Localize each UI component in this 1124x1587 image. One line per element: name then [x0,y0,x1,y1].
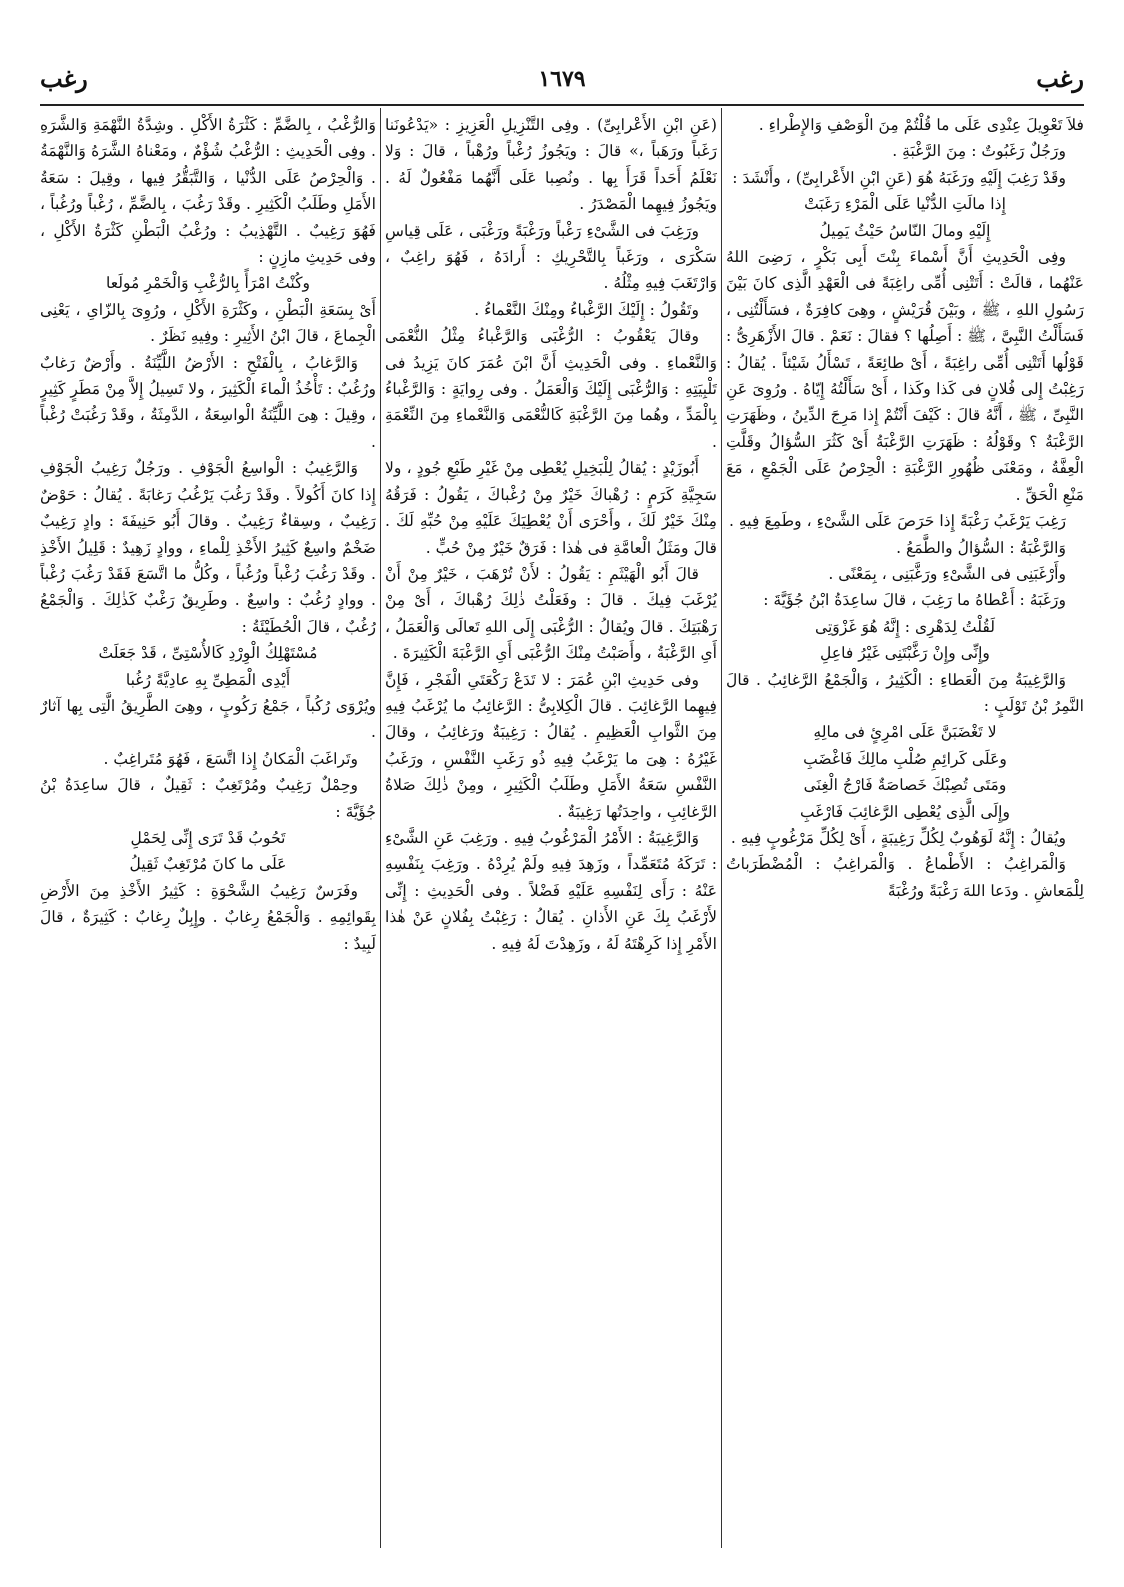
entry-paragraph: (عَنِ ابْنِ الأَعْرابِىِّ) . وفِى التَّنْزِيلِ الْعَزِيزِ : «يَدْعُونَنا رَغَباً ورَهَباً ،» قالَ : ويَجُوزُ رُغْباً ورُهْباً ، قالَ : وَلا نَعْلَمُ أَحَداً قَرَأَ بِها . ونُصِبا عَلَى أَنَّهُما مَفْعُولٌ لَهُ . ويَجُوزُ فِيهِما الْمَصْدَرُ . [385,116,717,214]
verse-line: وإِلَى الَّذِى يُعْطِى الرَّغائِبَ فَارْغَبِ [799,802,1010,821]
headword-left: رغب [40,64,88,93]
entry-paragraph: رَغِبَ يَرْغَبُ رَغْبَةً إِذا حَرَصَ عَلَى الشَّىْءِ ، وطَمِعَ فِيهِ . [729,512,1066,531]
entry-paragraph: وَالرَّغِيبَةُ مِنَ الْعَطاءِ : الْكَثِيرُ ، وَالْجَمْعُ الرَّغائِبُ . قالَ النَّمِرُ بْنُ تَوْلَبٍ : [726,670,1084,715]
verse-line: مُسْتَهْلِكُ الْوِرْدِ كَالأُسْتِىِّ ، قَدْ جَعَلَتْ [98,644,318,663]
entry-paragraph: وَالرَّغْبَةُ : السُّؤالُ والطَّمَعُ . [896,538,1066,557]
entry-paragraph: وقالَ يَعْقُوبُ : الرُّغْبَى وَالرَّغْباءُ مِثْلُ النُّعْمَى وَالنَّعْماءِ . وفى الْحَدِيثِ أَنَّ ابْنَ عُمَرَ كانَ يَزِيدُ فى تَلْبِيَتِهِ : وَالرُّغْبَى إِلَيْكَ وَالْعَمَلُ . وفى رِوايَةٍ : وَالرَّغْباءُ بِالْمَدِّ ، وهُما مِنَ الرَّغْبَةِ كَالنُّعْمَى وَالنَّعْماءِ مِنَ النِّعْمَةِ . [385,327,717,451]
entry-paragraph: وَالرَّغابُ ، بِالْفَتْحِ : الأَرْضُ اللَّيِّنَةُ . وأَرْضٌ رَغابٌ ورُغُبٌ : تَأْخُذُ الْماءَ الْكَثِيرَ ، ولا تَسِيلُ إِلاَّ مِنْ مَطَرٍ كَثِيرٍ ، وقِيلَ : هِىَ اللَّيِّنَةُ الْواسِعَةُ ، الدَّمِثَةُ ، وقَدْ رَغُبَتْ رُغْباً . [40,353,376,451]
entry-paragraph: وحِمْلٌ رَغِيبٌ ومُرْتَغِبٌ : ثَقِيلٌ ، قالَ ساعِدَةُ بْنُ جُؤَيَّةَ : [40,776,376,821]
entry-paragraph: ويُقالُ : إِنَّهُ لَوَهُوبٌ لِكُلِّ رَغِيبَةٍ ، أَىْ لِكُلِّ مَرْغُوبٍ فِيهِ . [730,828,1066,847]
entry-paragraph: وَالرُّغْبُ ، بِالضَّمِّ : كَثْرَةُ الأَكْلِ . وشِدَّةُ النَّهْمَةِ وَالشَّرَهِ . وفِى الْحَدِيثِ : الرُّغْبُ شُؤْمٌ ، ومَعْناهُ الشَّرَهُ وَالنَّهْمَةُ . وَالْحِرْصُ عَلَى الدُّنْيا ، وَالتَّبَقُّرُ فِيها ، وقِيلَ : سَعَةُ الأَمَلِ وطَلَبُ الْكَثِيرِ . وقَدْ رَغُبَ ، بِالضَّمِّ ، رُغْباً ورُغُباً ، فَهُوَ رَغِيبٌ . التَّهْذِيبُ : ورُغْبُ الْبَطْنِ كَثْرَةُ الأَكْلِ ، وفى حَدِيثِ مازِنٍ : [40,116,376,267]
entry-paragraph: أَىْ بِسَعَةِ الْبَطْنِ ، وكَثْرَةِ الأَكْلِ ، ورُوِىَ بِالزّاىِ ، يَعْنِى الْجِماعَ ، قالَ ابْنُ الأَثِيرِ : وفِيهِ نَظَرٌ . [40,300,376,346]
column-divider [721,108,722,1548]
verse-line: وإِنِّى وإِنْ رَغَّبْتَنِى غَيْرُ فاعِلِ [820,644,990,663]
column-right [726,112,1084,1567]
entry-paragraph: وَالرَّغِيبَةُ : الأَمْرُ الْمَرْغُوبُ فِيهِ . ورَغِبَ عَنِ الشَّىْءِ : تَرَكَهُ مُتَعَمِّداً ، وزَهِدَ فِيهِ ولَمْ يُرِدْهُ . ورَغِبَ بِنَفْسِهِ عَنْهُ : رَأَى لِنَفْسِهِ عَلَيْهِ فَضْلاً . وفى الْحَدِيثِ : إِنِّى لأَرْغَبُ بِكَ عَنِ الأَذانِ . يُقالُ : رَغِبْتُ بِفُلانٍ عَنْ هٰذا الأَمْرِ إِذا كَرِهْتَهُ لَهُ ، وزَهِدْتَ لَهُ فِيهِ . [385,828,717,953]
entry-paragraph: وفَرَسٌ رَغِيبُ الشَّحْوَةِ : كَثِيرُ الأَخْذِ مِنَ الأَرْضِ بِقَوائِمِهِ . وَالْجَمْعُ رِغابٌ . وإِبِلٌ رِغابٌ : كَثِيرَةٌ ، قالَ لَبِيدٌ : [40,881,376,953]
entry-paragraph: وأَرْغَبَنِى فى الشَّىْءِ ورَغَّبَنِى ، بِمَعْنًى . [828,564,1066,583]
column-left [40,112,376,1567]
entry-paragraph: وفى حَدِيثِ ابْنِ عُمَرَ : لا تَدَعْ رَكْعَتَىِ الْفَجْرِ ، فَإِنَّ فِيهِما الرَّغائِبَ . قالَ الْكِلابِىُّ : الرَّغائِبُ ما يُرْغَبُ فِيهِ مِنَ الثَّوابِ الْعَظِيمِ . يُقالُ : رَغِيبَةٌ ورَغائِبُ ، وقالَ غَيْرُهُ : هِىَ ما يَرْغَبُ فِيهِ ذُو رَغَبِ النَّفْسِ ، ورَغَبُ النَّفْسِ سَعَةُ الأَمَلِ وطَلَبُ الْكَثِيرِ ، ومِنْ ذٰلِكَ صَلاةُ الرَّغائِبِ ، واحِدَتُها رَغِيبَةٌ . [385,670,717,821]
verse-line: إِلَيْهِ ومالَ النّاسُ حَيْثُ يَمِيلُ [819,221,991,240]
column-divider [380,108,381,1548]
entry-paragraph: وفِى الْحَدِيثِ أَنَّ أَسْماءَ بِنْتَ أَبِى بَكْرٍ ، رَضِىَ اللهُ عَنْهُما ، قالَتْ : أَتَتْنِى أُمِّى راغِبَةً فى الْعَهْدِ الَّذِى كانَ بَيْنَ رَسُولِ اللهِ ، ﷺ ، وبَيْنَ قُرَيْشٍ ، وهِىَ كافِرَةٌ ، فسَأَلْتُنِى ، فَسَأَلْتُ النَّبِىَّ ، ﷺ : أَصِلُها ؟ فقالَ : نَعَمْ . قالَ الأَزْهَرِىُّ : قَوْلُها أَتَتْنِى أُمِّى راغِبَةً ، أَىْ طائِعَةً ، تَسْأَلُ شَيْئاً . يُقالُ : رَغِبْتُ إِلى فُلانٍ فى كَذا وكَذا ، أَىْ سَأَلْتُهُ إِيّاهُ . ورُوِىَ عَنِ النَّبِىِّ ، ﷺ ، أَنَّهُ قالَ : كَيْفَ أَنْتُمْ إِذا مَرِجَ الدِّينُ ، وظَهَرَتِ الرَّغْبَةُ ؟ وقَوْلُهُ : ظَهَرَتِ الرَّغْبَةُ أَىْ كَثُرَ السُّؤالُ وقَلَّتِ الْعِفَّةُ ، ومَعْنَى ظُهُورِ الرَّغْبَةِ : الْحِرْصُ عَلَى الْجَمْعِ ، مَعَ مَنْعِ الْحَقِّ . [726,248,1084,504]
entry-paragraph: ورَجُلٌ رَغَبُوتٌ : مِنَ الرَّغْبَةِ . [892,142,1066,161]
verse-line: لا تَغْضَبَنَّ عَلَى امْرِئٍ فى مالِهِ [813,723,997,742]
verse-line: عَلَى ما كانَ مُرْتَغِبٌ ثَقِيلُ [129,855,287,874]
entry-paragraph: وَالرَّغِيبُ : الْواسِعُ الْجَوْفِ . ورَجُلٌ رَغِيبُ الْجَوْفِ إِذا كانَ أَكُولاً . وقَدْ رَغُبَ يَرْغُبُ رَغابَةً . يُقالُ : حَوْضٌ رَغِيبٌ ، وسِقاءٌ رَغِيبٌ . وقالَ أَبُو حَنِيفَةَ : وادٍ رَغِيبٌ ضَخْمٌ واسِعٌ كَثِيرُ الأَخْذِ لِلْماءِ ، ووادٍ زَهِيدٌ : قَلِيلُ الأَخْذِ . وقَدْ رَغُبَ رُغْباً ورُغُباً ، وكُلُّ ما اتَّسَعَ فَقَدْ رَغُبَ رُغْباً . ووادٍ رُغُبٌ : واسِعٌ . وطَرِيقٌ رَغْبٌ كَذٰلِكَ . وَالْجَمْعُ رُغُبٌ ، قالَ الْحُطَيْئَةُ : [40,459,376,636]
page-header [40,60,1084,100]
entry-paragraph: وتَراغَبَ الْمَكانُ إِذا اتَّسَعَ ، فَهُوَ مُتَراغِبٌ . [103,749,358,768]
entry-paragraph: وَالْمَراغِبُ : الأَطْماعُ . وَالْمَراغِبُ : الْمُضْطَرَباتُ لِلْمَعاشِ . ودَعا اللهَ رَغْبَةً ورُغْبَةً [726,855,1084,900]
verse-line: تَحُوبُ قَدْ تَرَى إِنِّى لِحَمْلِ [130,828,286,847]
headword-right: رغب [1036,64,1084,93]
verse-line: وكُنْتُ امْرَأً بِالرُّغْبِ وَالْخَمْرِ مُولَعا [105,274,311,293]
column-middle [385,112,717,1567]
verse-line: أَيْدِى الْمَطِىِّ بِهِ عادِيَّةً رُغُبا [125,670,291,689]
verse-line: لَقُلْتُ لِدَهْرِى : إِنَّهُ هُوَ غَزْوَتِى [814,617,996,636]
entry-paragraph: ورَغَبَهُ : أَعْطاهُ ما رَغِبَ ، قالَ ساعِدَةُ ابْنُ جُؤَيَّةَ : [763,591,1066,610]
entry-paragraph: قالَ أَبُو الْهَيْثَمِ : يَقُولُ : لأَنْ تُرْهَبَ ، خَيْرٌ مِنْ أَنْ يُرْغَبَ فِيكَ . قالَ : وفَعَلْتُ ذٰلِكَ رُهْباكَ ، أَىْ مِنْ رَهْبَتِكَ . قالَ ويُقالُ : الرُّغْبَى إِلَى اللهِ تَعالَى وَالْعَمَلُ ، أَىِ الرَّغْبَةُ ، وأَصَبْتُ مِنْكَ الرُّغْبَى أَىِ الرَّغْبَةَ الْكَثِيرَةَ . [385,564,717,663]
verse-line: ومَتَى تُصِبْكَ خَصاصَةٌ فَارْجُ الْغِنَى [803,776,1007,795]
entry-paragraph: ويُرْوَى رُكُباً ، جَمْعُ رَكُوبٍ ، وهِىَ الطَّرِيقُ الَّتِى بِها آثارٌ . [40,696,376,742]
entry-paragraph: فلاَ تَعْوِيلَ عِنْدِى عَلَى ما قُلْتُمْ مِنَ الْوَصْفِ وَالإِطْراءِ . [758,116,1084,134]
verse-line: إِذا مالَتِ الدُّنْيا عَلَى الْمَرْءِ رَغَبَتْ [804,195,1006,214]
entry-paragraph: ورَغِبَ فى الشَّىْءِ رَغْباً ورَغْبَةً ورَغْبَى ، عَلَى قِياسِ سَكْرَى ، ورَغَباً بِالتَّحْرِيكِ : أَرادَهُ ، فَهُوَ راغِبٌ ، وَارْتَغَبَ فِيهِ مِثْلُهُ . [385,221,717,293]
entry-paragraph: وقَدْ رَغِبَ إِلَيْهِ ورَغَبَهُ هُوَ (عَنِ ابْنِ الأَعْرابِىِّ) ، وأَنْشَدَ : [732,168,1066,187]
page-number: ١٦٧٩ [538,66,586,92]
entry-paragraph: أَبُوزَيْدٍ : يُقالُ لِلْبَخِيلِ يُعْطِى مِنْ غَيْرِ طَبْعِ جُودٍ ، ولا سَجِيَّةِ كَرَمٍ : رُهْباكَ خَيْرٌ مِنْ رُغْباكَ ، يَقُولُ : فَرَقُهُ مِنْكَ خَيْرٌ لَكَ ، وأَحْرَى أَنْ يُعْطِيَكَ عَلَيْهِ مِنْ حُبِّهِ لَكَ . قالَ ومَثَلُ الْعامَّةِ فى هٰذا : فَرَقٌ خَيْرٌ مِنْ حُبٍّ . [385,459,717,557]
verse-line: وعَلَى كَرائِمِ صُلْبِ مالِكَ فَاغْضَبِ [803,749,1007,768]
header-rule [40,104,1084,106]
entry-paragraph: وتَقُولُ : إِلَيْكَ الرَّغْباءُ ومِنْكَ النَّعْماءُ . [474,300,699,319]
